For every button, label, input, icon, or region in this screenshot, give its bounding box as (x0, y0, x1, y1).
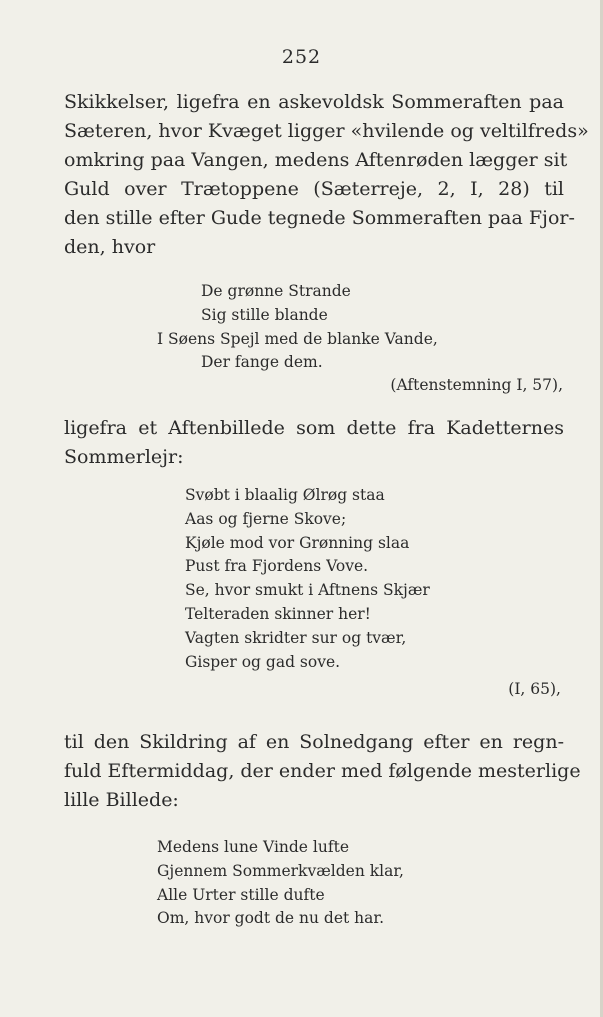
page-number: 252 (281, 46, 322, 68)
poem-2 (185, 484, 430, 674)
paragraph-3 (64, 728, 581, 815)
verse-line: Medens lune Vinde lufte (157, 838, 349, 856)
text-line: til den Skildring af en Solnedgang efter en regn- (64, 731, 564, 753)
verse-line: I Søens Spejl med de blanke Vande, (157, 329, 438, 348)
poem-1 (157, 280, 438, 375)
text-line: Sæteren, hvor Kvæget ligger «hvilende og veltilfreds» (64, 120, 589, 142)
verse-line: Svøbt i blaalig Ølrøg staa (185, 486, 385, 504)
text-line: Skikkelser, ligefra en askevoldsk Sommeraften paa (64, 91, 564, 113)
verse-line: Kjøle mod vor Grønning slaa (185, 533, 410, 552)
citation: (Aftenstemning I, 57), (390, 376, 563, 394)
paragraph-2 (64, 414, 564, 472)
verse-line: Gisper og gad sove. (185, 652, 341, 671)
verse-line: Der fange dem. (201, 353, 323, 372)
verse-line: Gjennem Sommerkvælden klar, (157, 861, 404, 880)
verse-line: Aas og fjerne Skove; (185, 509, 347, 528)
verse-line: Sig stille blande (201, 305, 328, 324)
verse-line: Se, hvor smukt i Aftnens Skjær (185, 581, 430, 600)
text-line: Sommerlejr: (64, 446, 184, 468)
text-line: fuld Eftermiddag, der ender med følgende mesterlige (64, 760, 581, 782)
citation: (I, 65), (508, 680, 561, 698)
verse-line: Alle Urter stille dufte (157, 885, 325, 904)
text-line: lille Billede: (64, 789, 179, 811)
paragraph-1 (64, 88, 589, 262)
text-line: ligefra et Aftenbillede som dette fra Kadetternes (64, 417, 564, 439)
verse-line: Vagten skridter sur og tvær, (185, 628, 407, 647)
verse-line: De grønne Strande (201, 282, 351, 300)
text-line: den, hvor (64, 236, 156, 258)
text-line: Guld over Trætoppene (Sæterreje, 2, I, 28) til (64, 178, 564, 200)
verse-line: Telteraden skinner her! (185, 604, 371, 623)
verse-line: Om, hvor godt de nu det har. (157, 909, 385, 928)
verse-line: Pust fra Fjordens Vove. (185, 557, 369, 576)
text-line: omkring paa Vangen, medens Aftenrøden lægger sit (64, 149, 568, 171)
text-line: den stille efter Gude tegnede Sommeraften paa Fjor- (64, 207, 575, 229)
poem-3 (157, 836, 404, 931)
